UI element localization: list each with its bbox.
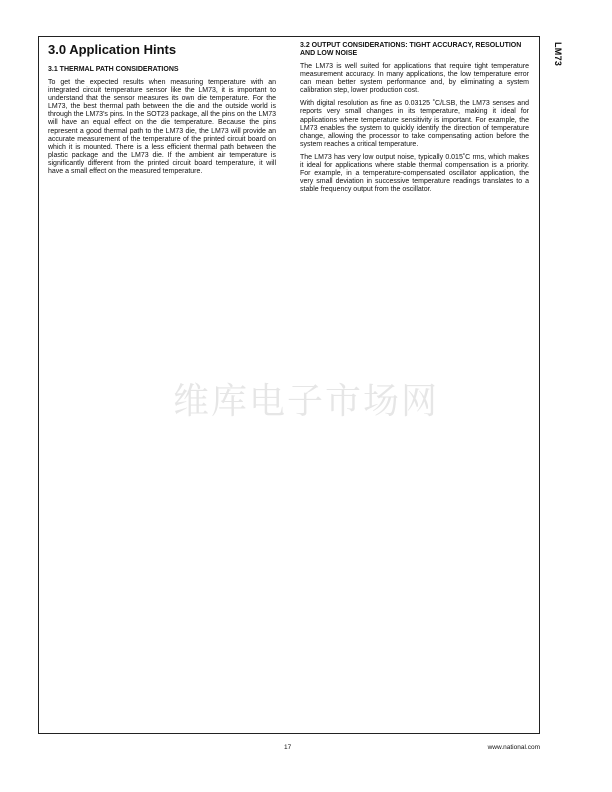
paragraph: With digital resolution as fine as 0.03125 ˚C/LSB, the LM73 senses and reports very small changes in its temperature, making it ideal for applications where temperature sensitivity is important. For example, the LM73 enables the system to quickly identify the direction of temperature change, allowing the processor to take compensating action before the system reaches a critical temperature.: [300, 100, 529, 148]
paragraph: To get the expected results when measuring temperature with an integrated circuit temperature sensor like the LM73, it is important to understand that the sensor measures its own die temperature. For the LM73, the best thermal path between the die and the outside world is through the LM73's pins. In the SOT23 package, all the pins on the LM73 will have an equal effect on the die temperature. Because the pins represent a good thermal path to the LM73 die, the LM73 will provide an accurate measurement of the temperature of the printed circuit board on which it is mounted. There is a less efficient thermal path between the plastic package and the LM73 die. If the ambient air temperature is significantly different from the printed circuit board temperature, it will have a small effect on the measured temperature.: [48, 79, 276, 176]
right-column: [300, 42, 529, 199]
section-title: 3.0 Application Hints: [48, 42, 177, 57]
part-number-tab: [543, 40, 565, 80]
website-link[interactable]: www.national.com: [487, 744, 540, 751]
paragraph: The LM73 is well suited for applications that require tight temperature measurement accuracy. In many applications, the low temperature error can mean better system performance and, by eliminating a system calibration step, lower production cost.: [300, 63, 529, 95]
subsection-heading-thermal: 3.1 THERMAL PATH CONSIDERATIONS: [48, 66, 179, 73]
watermark: 维库电子市场网: [172, 381, 439, 422]
subsection-heading-output: 3.2 OUTPUT CONSIDERATIONS: TIGHT ACCURACY, RESOLUTION AND LOW NOISE: [300, 42, 522, 57]
left-column: [48, 42, 276, 181]
part-number-label: LM73: [553, 42, 563, 67]
paragraph: The LM73 has very low output noise, typically 0.015˚C rms, which makes it ideal for applications where stable thermal compensation is a priority. For example, in a temperature-compensated oscillator application, the very small deviation in successive temperature readings translates to a stable frequency output from the oscillator.: [300, 153, 529, 194]
page-number: 17: [284, 744, 292, 751]
